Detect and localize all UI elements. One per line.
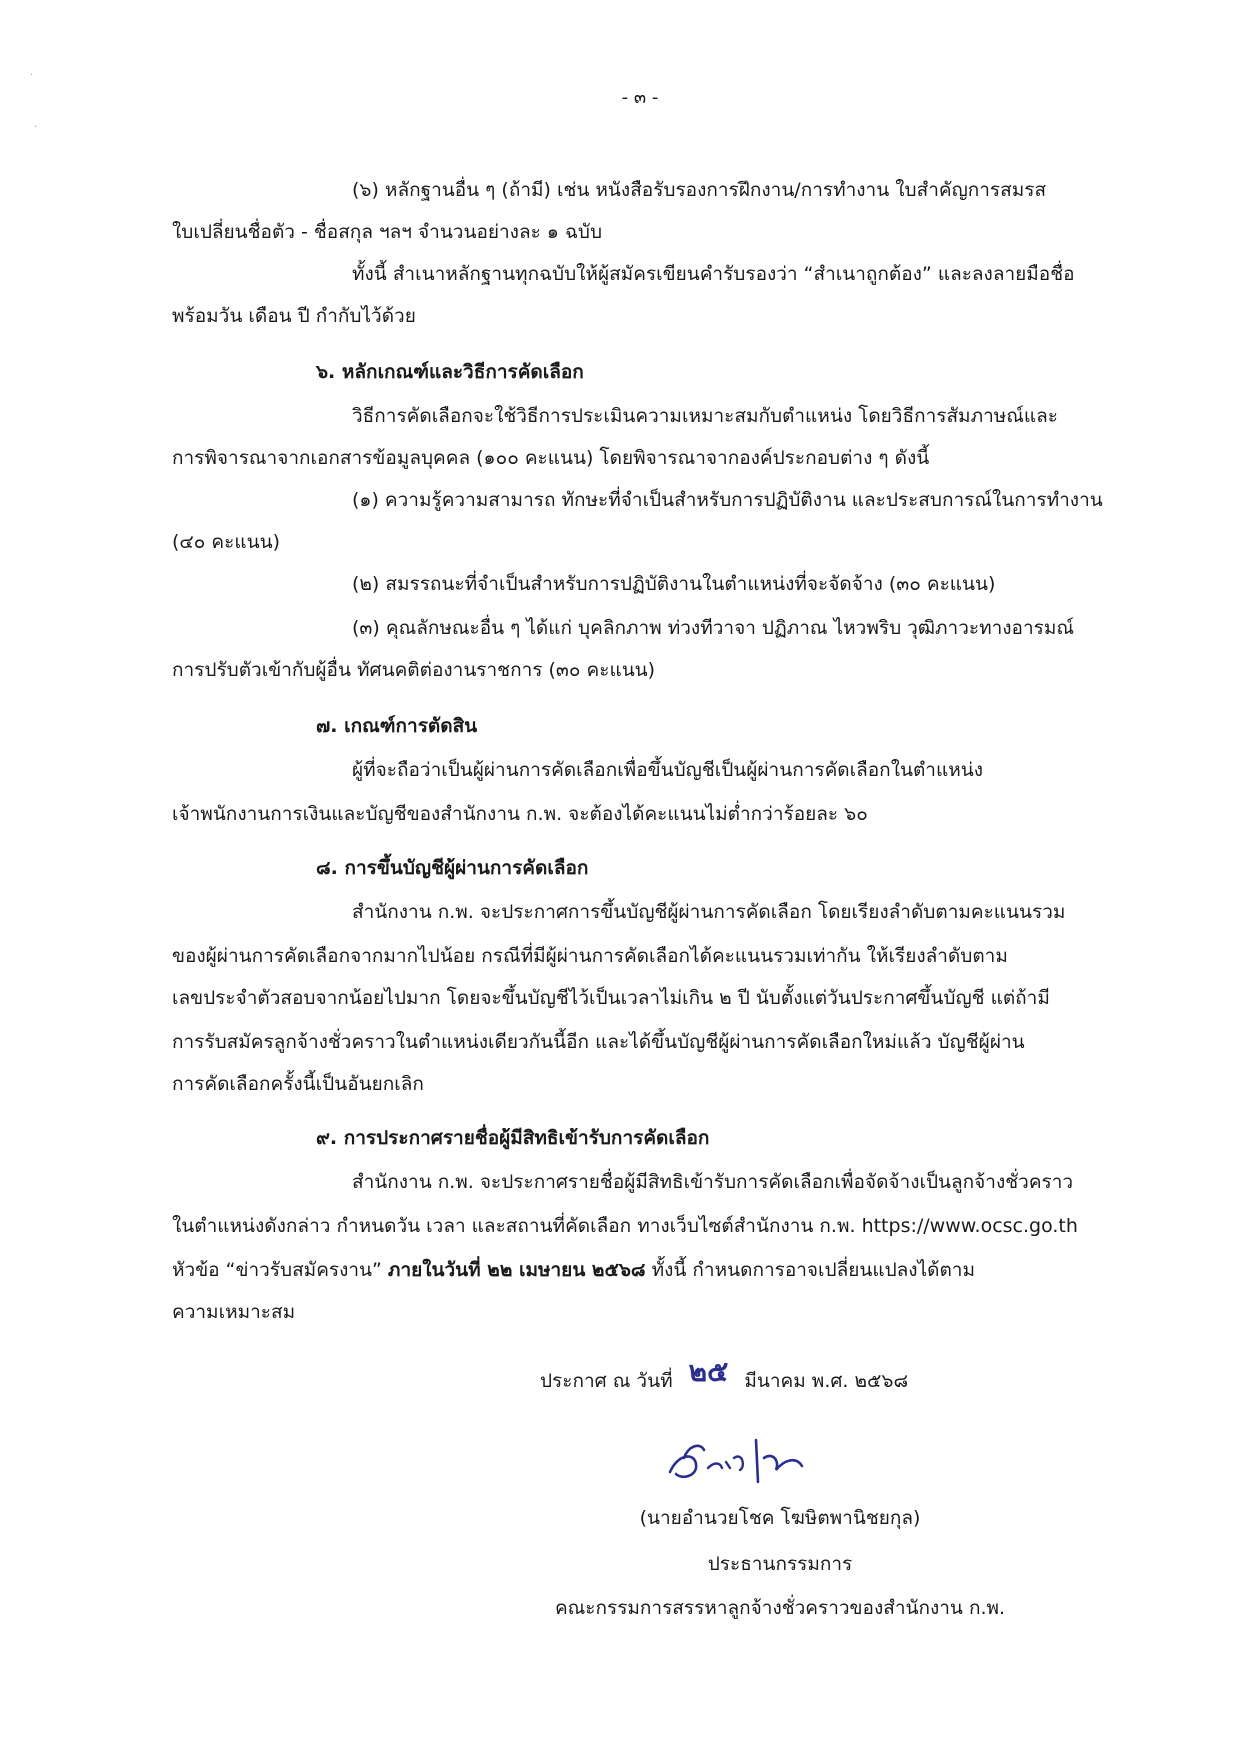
signatory-committee: คณะกรรมการสรรหาลูกจ้างชั่วคราวของสำนักงาน ก.พ. — [554, 1597, 1006, 1619]
section-9-deadline: ภายในวันที่ ๒๒ เมษายน ๒๕๖๘ — [387, 1259, 646, 1281]
section-6-item-2: (๒) สมรรถนะที่จำเป็นสำหรับการปฏิบัติงานในตำแหน่งที่จะจัดจ้าง (๓๐ คะแนน) — [352, 573, 996, 595]
section-8-line-4: การรับสมัครลูกจ้างชั่วคราวในตำแหน่งเดียวกันนี้อีก และได้ขึ้นบัญชีผู้ผ่านการคัดเลือกใหม่แล้ว บัญชีผู้ผ่าน — [172, 1031, 1025, 1053]
section-9-line-3-suffix: ทั้งนี้ กำหนดการอาจเปลี่ยนแปลงได้ตาม — [645, 1259, 976, 1281]
evidence-item-6-line-1: (๖) หลักฐานอื่น ๆ (ถ้ามี) เช่น หนังสือรับรองการฝึกงาน/การทำงาน ใบสำคัญการสมรส — [352, 179, 1047, 201]
signatory-title: ประธานกรรมการ — [707, 1553, 853, 1575]
section-8-line-5: การคัดเลือกครั้งนี้เป็นอันยกเลิก — [172, 1073, 424, 1095]
signature-image — [660, 1432, 820, 1492]
section-6-item-3-line-1: (๓) คุณลักษณะอื่น ๆ ได้แก่ บุคลิกภาพ ท่วงทีวาจา ปฏิภาณ ไหวพริบ วุฒิภาวะทางอารมณ์ — [352, 617, 1074, 639]
announcement-date-day: ๒๕ — [688, 1355, 729, 1388]
section-6-heading: ๖. หลักเกณฑ์และวิธีการคัดเลือก — [316, 361, 584, 383]
section-9-line-2: ในตำแหน่งดังกล่าว กำหนดวัน เวลา และสถานที่คัดเลือก ทางเว็บไซต์สำนักงาน ก.พ. https://www.ocsc.go.th — [172, 1215, 1078, 1237]
copy-certification-line-2: พร้อมวัน เดือน ปี กำกับไว้ด้วย — [172, 305, 416, 327]
section-8-line-3: เลขประจำตัวสอบจากน้อยไปมาก โดยจะขึ้นบัญชีไว้เป็นเวลาไม่เกิน ๒ ปี นับตั้งแต่วันประกาศขึ้นบัญชี แต่ถ้ามี — [172, 987, 1050, 1009]
scan-mark: · — [34, 122, 38, 133]
section-6-intro-line-1: วิธีการคัดเลือกจะใช้วิธีการประเมินความเหมาะสมกับตำแหน่ง โดยวิธีการสัมภาษณ์และ — [352, 405, 1059, 427]
section-8-line-2: ของผู้ผ่านการคัดเลือกจากมากไปน้อย กรณีที่มีผู้ผ่านการคัดเลือกได้คะแนนรวมเท่ากัน ให้เรียงลำดับตาม — [172, 945, 1008, 967]
section-9-line-1: สำนักงาน ก.พ. จะประกาศรายชื่อผู้มีสิทธิเข้ารับการคัดเลือกเพื่อจัดจ้างเป็นลูกจ้างชั่วคราว — [352, 1171, 1074, 1193]
section-9-line-4: ความเหมาะสม — [172, 1301, 296, 1323]
evidence-item-6-line-2: ใบเปลี่ยนชื่อตัว - ชื่อสกุล ฯลฯ จำนวนอย่างละ ๑ ฉบับ — [172, 221, 603, 243]
section-7-line-1: ผู้ที่จะถือว่าเป็นผู้ผ่านการคัดเลือกเพื่อขึ้นบัญชีเป็นผู้ผ่านการคัดเลือกในตำแหน่ง — [352, 759, 983, 781]
section-9-line-3-prefix: หัวข้อ “ข่าวรับสมัครงาน” — [172, 1259, 388, 1281]
section-7-heading: ๗. เกณฑ์การตัดสิน — [316, 715, 478, 737]
section-6-item-3-line-2: การปรับตัวเข้ากับผู้อื่น ทัศนคติต่องานราชการ (๓๐ คะแนน) — [172, 659, 656, 681]
announcement-date-prefix: ประกาศ ณ วันที่ — [540, 1370, 673, 1392]
section-7-line-2: เจ้าพนักงานการเงินและบัญชีของสำนักงาน ก.พ. จะต้องได้คะแนนไม่ต่ำกว่าร้อยละ ๖๐ — [172, 803, 868, 825]
announcement-date — [540, 1355, 909, 1394]
section-8-heading: ๘. การขึ้นบัญชีผู้ผ่านการคัดเลือก — [316, 857, 589, 879]
section-6-item-1-line-1: (๑) ความรู้ความสามารถ ทักษะที่จำเป็นสำหรับการปฏิบัติงาน และประสบการณ์ในการทำงาน — [352, 489, 1103, 511]
section-8-line-1: สำนักงาน ก.พ. จะประกาศการขึ้นบัญชีผู้ผ่านการคัดเลือก โดยเรียงลำดับตามคะแนนรวม — [352, 901, 1066, 923]
section-6-intro-line-2: การพิจารณาจากเอกสารข้อมูลบุคคล (๑๐๐ คะแนน) โดยพิจารณาจากองค์ประกอบต่าง ๆ ดังนี้ — [172, 447, 930, 469]
announcement-date-suffix: มีนาคม พ.ศ. ๒๕๖๘ — [744, 1370, 909, 1392]
scan-mark: · — [30, 70, 34, 81]
copy-certification-line-1: ทั้งนี้ สำเนาหลักฐานทุกฉบับให้ผู้สมัครเขียนคำรับรองว่า “สำเนาถูกต้อง” และลงลายมือชื่อ — [352, 263, 1075, 285]
section-6-item-1-line-2: (๔๐ คะแนน) — [172, 531, 280, 553]
page-number: - ๓ - — [621, 87, 659, 108]
section-9-heading: ๙. การประกาศรายชื่อผู้มีสิทธิเข้ารับการคัดเลือก — [316, 1127, 710, 1149]
section-9-line-3 — [172, 1256, 975, 1286]
signatory-name: (นายอำนวยโชค โฆษิตพานิชยกุล) — [639, 1507, 921, 1529]
